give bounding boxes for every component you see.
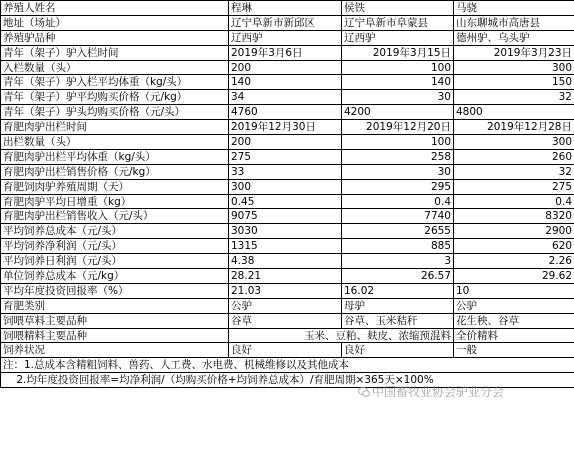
- row-label: 青年（架子）驴头均购买价格（元/头）: [1, 105, 229, 120]
- cell-value: 2019年12月28日: [454, 120, 574, 135]
- table-row: [1, 343, 574, 358]
- row-label: 育肥肉驴平均日增重（kg）: [1, 194, 229, 209]
- cell-value: 辽西驴: [229, 30, 342, 45]
- cell-value: 辽宁阜新市阜蒙县: [342, 15, 454, 30]
- cell-value: 258: [342, 149, 454, 164]
- cell-value: 300: [454, 135, 574, 150]
- note-row: [1, 358, 574, 373]
- row-label: 育肥类别: [1, 298, 229, 313]
- cell-value: 谷草、玉米秸秆: [342, 313, 454, 328]
- table-row: [1, 105, 574, 120]
- table-row: [1, 224, 574, 239]
- table-row: [1, 1, 574, 16]
- row-label: 青年（架子）驴入栏时间: [1, 45, 229, 60]
- cell-value: 30: [342, 164, 454, 179]
- cell-value: 620: [454, 239, 574, 254]
- table-row: [1, 194, 574, 209]
- table-row: [1, 30, 574, 45]
- cell-value: 200: [229, 60, 342, 75]
- watermark-text: 中国畜牧业协会驴业分会: [372, 385, 505, 399]
- cell-value: 8320: [454, 209, 574, 224]
- cell-value: 34: [229, 90, 342, 105]
- wechat-icon: [358, 386, 370, 398]
- cell-value: 花生秧、谷草: [454, 313, 574, 328]
- table-row: [1, 328, 574, 343]
- table-row: [1, 135, 574, 150]
- cell-value: 4800: [454, 105, 574, 120]
- cell-value: 10: [454, 283, 574, 298]
- table-row: [1, 298, 574, 313]
- cell-value: 马骁: [454, 1, 574, 16]
- cell-value: 2019年3月15日: [342, 45, 454, 60]
- cell-value: 29.62: [454, 269, 574, 284]
- row-label: 育肥肉驴出栏销售收入（元/头）: [1, 209, 229, 224]
- cell-value: 140: [229, 75, 342, 90]
- row-label: 饲喂精料主要品种: [1, 328, 229, 343]
- table-row: [1, 283, 574, 298]
- cell-value: 32: [454, 164, 574, 179]
- cell-value: 150: [454, 75, 574, 90]
- row-label: 出栏数量（头）: [1, 135, 229, 150]
- cell-value: 2655: [342, 224, 454, 239]
- row-label: 平均饲养净利润（元/头）: [1, 239, 229, 254]
- row-label: 饲养状况: [1, 343, 229, 358]
- cell-value: 260: [454, 149, 574, 164]
- cell-value: 275: [229, 149, 342, 164]
- table-row: [1, 164, 574, 179]
- cell-value: 良好: [229, 343, 342, 358]
- cell-value: 全价精料: [454, 328, 574, 343]
- row-label: 入栏数量（头）: [1, 60, 229, 75]
- table-row: [1, 75, 574, 90]
- cell-value: 275: [454, 179, 574, 194]
- cell-value: 140: [342, 75, 454, 90]
- cell-value: 30: [342, 90, 454, 105]
- row-label: 养殖驴品种: [1, 30, 229, 45]
- row-label: 育肥肉驴出栏销售价格（元/kg）: [1, 164, 229, 179]
- cell-value: 谷草: [229, 313, 342, 328]
- note-text: 注：1.总成本含精粗饲料、兽药、人工费、水电费、机械维修以及其他成本: [1, 358, 574, 373]
- cell-value: 100: [342, 60, 454, 75]
- row-label: 养殖人姓名: [1, 1, 229, 16]
- row-label: 平均饲养日利润（元/头）: [1, 254, 229, 269]
- row-label: 育肥饲肉驴养殖周期（天）: [1, 179, 229, 194]
- cell-value: 4.38: [229, 254, 342, 269]
- cell-value: 一般: [454, 343, 574, 358]
- cell-value: 2019年12月30日: [229, 120, 342, 135]
- table-row: [1, 15, 574, 30]
- cell-value: 4200: [342, 105, 454, 120]
- cell-value: 1315: [229, 239, 342, 254]
- cell-value: 公驴: [229, 298, 342, 313]
- row-label: 青年（架子）驴平均购买价格（元/kg）: [1, 90, 229, 105]
- row-label: 平均饲养总成本（元/头）: [1, 224, 229, 239]
- cell-value: 295: [342, 179, 454, 194]
- row-label: 地址（场址）: [1, 15, 229, 30]
- cell-value: 侯铁: [342, 1, 454, 16]
- cell-value: 公驴: [454, 298, 574, 313]
- cell-value: 16.02: [342, 283, 454, 298]
- table-row: [1, 45, 574, 60]
- cell-value: 7740: [342, 209, 454, 224]
- row-label: 饲喂草料主要品种: [1, 313, 229, 328]
- cell-value: 33: [229, 164, 342, 179]
- cell-value: 885: [342, 239, 454, 254]
- cell-value: 辽西驴: [342, 30, 454, 45]
- cell-value: 3: [342, 254, 454, 269]
- cell-value: 28.21: [229, 269, 342, 284]
- cell-value: 2019年12月20日: [342, 120, 454, 135]
- cell-value: 26.57: [342, 269, 454, 284]
- cell-value: 2019年3月6日: [229, 45, 342, 60]
- watermark: [358, 383, 504, 400]
- table-row: [1, 269, 574, 284]
- cell-value: 9075: [229, 209, 342, 224]
- cell-value: 玉米、豆粕、麸皮、浓缩预混料: [229, 328, 454, 343]
- table-row: [1, 254, 574, 269]
- cell-value: 3030: [229, 224, 342, 239]
- cell-value: 辽宁阜新市新邱区: [229, 15, 342, 30]
- row-label: 单位饲养总成本（元/kg）: [1, 269, 229, 284]
- cell-value: 300: [454, 60, 574, 75]
- cell-value: 100: [342, 135, 454, 150]
- cell-value: 2019年3月23日: [454, 45, 574, 60]
- row-label: 平均年度投资回报率（%）: [1, 283, 229, 298]
- table-row: [1, 149, 574, 164]
- cell-value: 21.03: [229, 283, 342, 298]
- table-row: [1, 179, 574, 194]
- cell-value: 山东聊城市高唐县: [454, 15, 574, 30]
- cell-value: 0.45: [229, 194, 342, 209]
- table-row: [1, 313, 574, 328]
- table-row: [1, 120, 574, 135]
- table-row: [1, 90, 574, 105]
- cell-value: 2.26: [454, 254, 574, 269]
- cell-value: 200: [229, 135, 342, 150]
- cell-value: 德州驴、乌头驴: [454, 30, 574, 45]
- cell-value: 0.4: [342, 194, 454, 209]
- cell-value: 程琳: [229, 1, 342, 16]
- row-label: 青年（架子）驴入栏平均体重（kg/头）: [1, 75, 229, 90]
- row-label: 育肥肉驴出栏平均体重（kg/头）: [1, 149, 229, 164]
- cell-value: 良好: [342, 343, 454, 358]
- row-label: 育肥肉驴出栏时间: [1, 120, 229, 135]
- note-text: 2.均年度投资回报率=均净利润/（均购买价格+均饲养总成本）/育肥周期×365天×100%: [1, 373, 574, 388]
- cell-value: 300: [229, 179, 342, 194]
- table-row: [1, 239, 574, 254]
- cell-value: 32: [454, 90, 574, 105]
- cell-value: 2900: [454, 224, 574, 239]
- cell-value: 4760: [229, 105, 342, 120]
- table-row: [1, 209, 574, 224]
- cell-value: 母驴: [342, 298, 454, 313]
- table-row: [1, 60, 574, 75]
- cell-value: 0.4: [454, 194, 574, 209]
